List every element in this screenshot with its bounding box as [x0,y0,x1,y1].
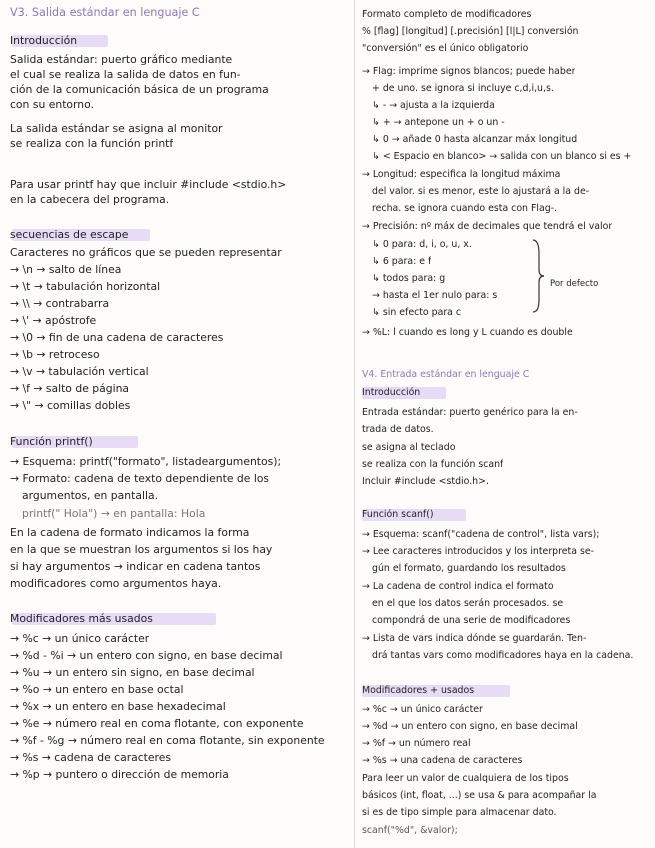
escape-item: → \f → salto de página [10,382,130,395]
flag-item: ↳ + → antepone un + o un - [372,117,505,128]
text-line: → Precisión: nº máx de decimales que tendrá el valor [362,221,613,232]
escape-item: → \0 → fin de una cadena de caracteres [10,331,224,344]
text-line: en la cabecera del programa. [10,193,170,206]
text-line: → La cadena de control indica el formato [362,581,554,592]
escape-item: → \b → retroceso [10,348,100,361]
text-line: se realiza con la función printf [10,137,174,150]
modifier-item: → %d → un entero con signo, en base decimal [362,721,578,732]
precision-item: ↳ sin efecto para c [372,307,462,318]
text-line: → Flag: imprime signos blancos; puede haber [362,66,576,77]
text-line: → Longitud: especifica la longitud máxima [362,169,561,180]
heading-scanf: Función scanf() [362,509,434,520]
modifier-item: → %o → un entero en base octal [10,683,184,696]
flag-item: ↳ 0 → añade 0 hasta alcanzar máx longitud [372,134,578,145]
text-line: con su entorno. [10,98,94,111]
text-line: del valor. si es menor, este lo ajustará a la de- [372,186,590,197]
section-title-salida: V3. Salida estándar en lenguaje C [10,6,200,19]
text-line: compondrá de una serie de modificadores [372,615,571,626]
modifier-item: → %c → un único carácter [10,632,150,645]
text-line: → Formato: cadena de texto dependiente de los [10,472,270,485]
escape-item: → \v → tabulación vertical [10,365,149,378]
text-line: argumentos, en pantalla. [22,489,159,502]
precision-item: ↳ 6 para: e f [372,256,432,267]
escape-item: → \n → salto de línea [10,263,122,276]
modifier-item: → %e → número real en coma flotante, con exponente [10,717,304,730]
heading-modificadores: Modificadores más usados [10,612,153,625]
text-line: Para leer un valor de cualquiera de los tipos [362,773,569,784]
text-line: el cual se realiza la salida de datos en fun- [10,68,241,81]
modifier-item: → %s → cadena de caracteres [10,751,172,764]
text-line: recha. se ignora cuando esta con Flag-. [372,203,558,214]
precision-item: → hasta el 1er nulo para: s [372,290,498,301]
text-line: Salida estándar: puerto gráfico mediante [10,53,233,66]
modifier-item: → %x → un entero en base hexadecimal [10,700,226,713]
text-line: básicos (int, float, ...) se usa & para acompañar la [362,790,597,801]
text-line: Caracteres no gráficos que se pueden representar [10,246,282,259]
text-line: → Lee caracteres introducidos y los interpreta se- [362,546,594,557]
text-line: modificadores como argumentos haya. [10,577,222,590]
text-line: % [flag] [longitud] [.precisión] [l|L] conversión [362,26,579,37]
heading-introduccion-2: Introducción [362,387,421,398]
text-line: si es de tipo simple para almacenar dato. [362,807,557,818]
format-title: Formato completo de modificadores [362,9,532,20]
modifier-item: → %f → un número real [362,738,471,749]
text-line: Entrada estándar: puerto genérico para la en- [362,407,578,418]
text-line: + de uno. se ignora si incluye c,d,i,u,s. [372,83,554,94]
flag-item: ↳ < Espacio en blanco> → salida con un blanco si es + [372,151,632,162]
column-divider [354,0,355,848]
heading-printf: Función printf() [10,435,93,448]
text-line: Para usar printf hay que incluir #include <stdio.h> [10,178,287,191]
precision-item: ↳ 0 para: d, i, o, u, x. [372,239,472,250]
escape-item: → \\ → contrabarra [10,297,110,310]
text-line: → Esquema: printf("formato", listadeargumentos); [10,455,282,468]
heading-secuencias: secuencias de escape [10,228,129,241]
modifier-item: → %u → un entero sin signo, en base decimal [10,666,255,679]
precision-item: ↳ todos para: g [372,273,446,284]
modifier-item: → %d - %i → un entero con signo, en base decimal [10,649,283,662]
brace-icon [530,238,546,314]
escape-item: → \" → comillas dobles [10,399,131,412]
text-line: En la cadena de formato indicamos la forma [10,526,250,539]
text-line: se asigna al teclado [362,442,456,453]
text-line: en la que se muestran los argumentos si los hay [10,543,273,556]
text-line: → Lista de vars indica dónde se guardarán. Ten- [362,633,587,644]
text-line: La salida estándar se asigna al monitor [10,122,223,135]
modifier-item: → %p → puntero o dirección de memoria [10,768,229,781]
text-line: ción de la comunicación básica de un programa [10,83,269,96]
text-line: "conversión" es el único obligatorio [362,43,529,54]
text-line: Incluir #include <stdio.h>. [362,476,489,487]
code-example: scanf("%d", &valor); [362,825,458,836]
brace-note: Por defecto [550,279,599,289]
modifier-item: → %c → un único carácter [362,704,483,715]
text-line: → %L: l cuando es long y L cuando es double [362,327,573,338]
flag-item: ↳ - → ajusta a la izquierda [372,100,495,111]
text-line: gún el formato, guardando los resultados [372,563,566,574]
escape-item: → \' → apóstrofe [10,314,97,327]
section-title-entrada: V4. Entrada estándar en lenguaje C [362,369,530,380]
text-line: drá tantas vars como modificadores haya en la cadena. [372,650,634,661]
escape-item: → \t → tabulación horizontal [10,280,161,293]
text-line: si hay argumentos → indicar en cadena tantos [10,560,261,573]
text-line: en el que los datos serán procesados. se [372,598,564,609]
heading-modificadores-2: Modificadores + usados [362,685,475,696]
example-line: printf(" Hola") → en pantalla: Hola [22,507,206,520]
modifier-item: → %f - %g → número real en coma flotante, sin exponente [10,734,325,747]
text-line: → Esquema: scanf("cadena de control", lista vars); [362,529,600,540]
heading-introduccion: Introducción [10,34,78,47]
text-line: trada de datos. [362,424,434,435]
text-line: se realiza con la función scanf [362,459,504,470]
modifier-item: → %s → una cadena de caracteres [362,755,523,766]
